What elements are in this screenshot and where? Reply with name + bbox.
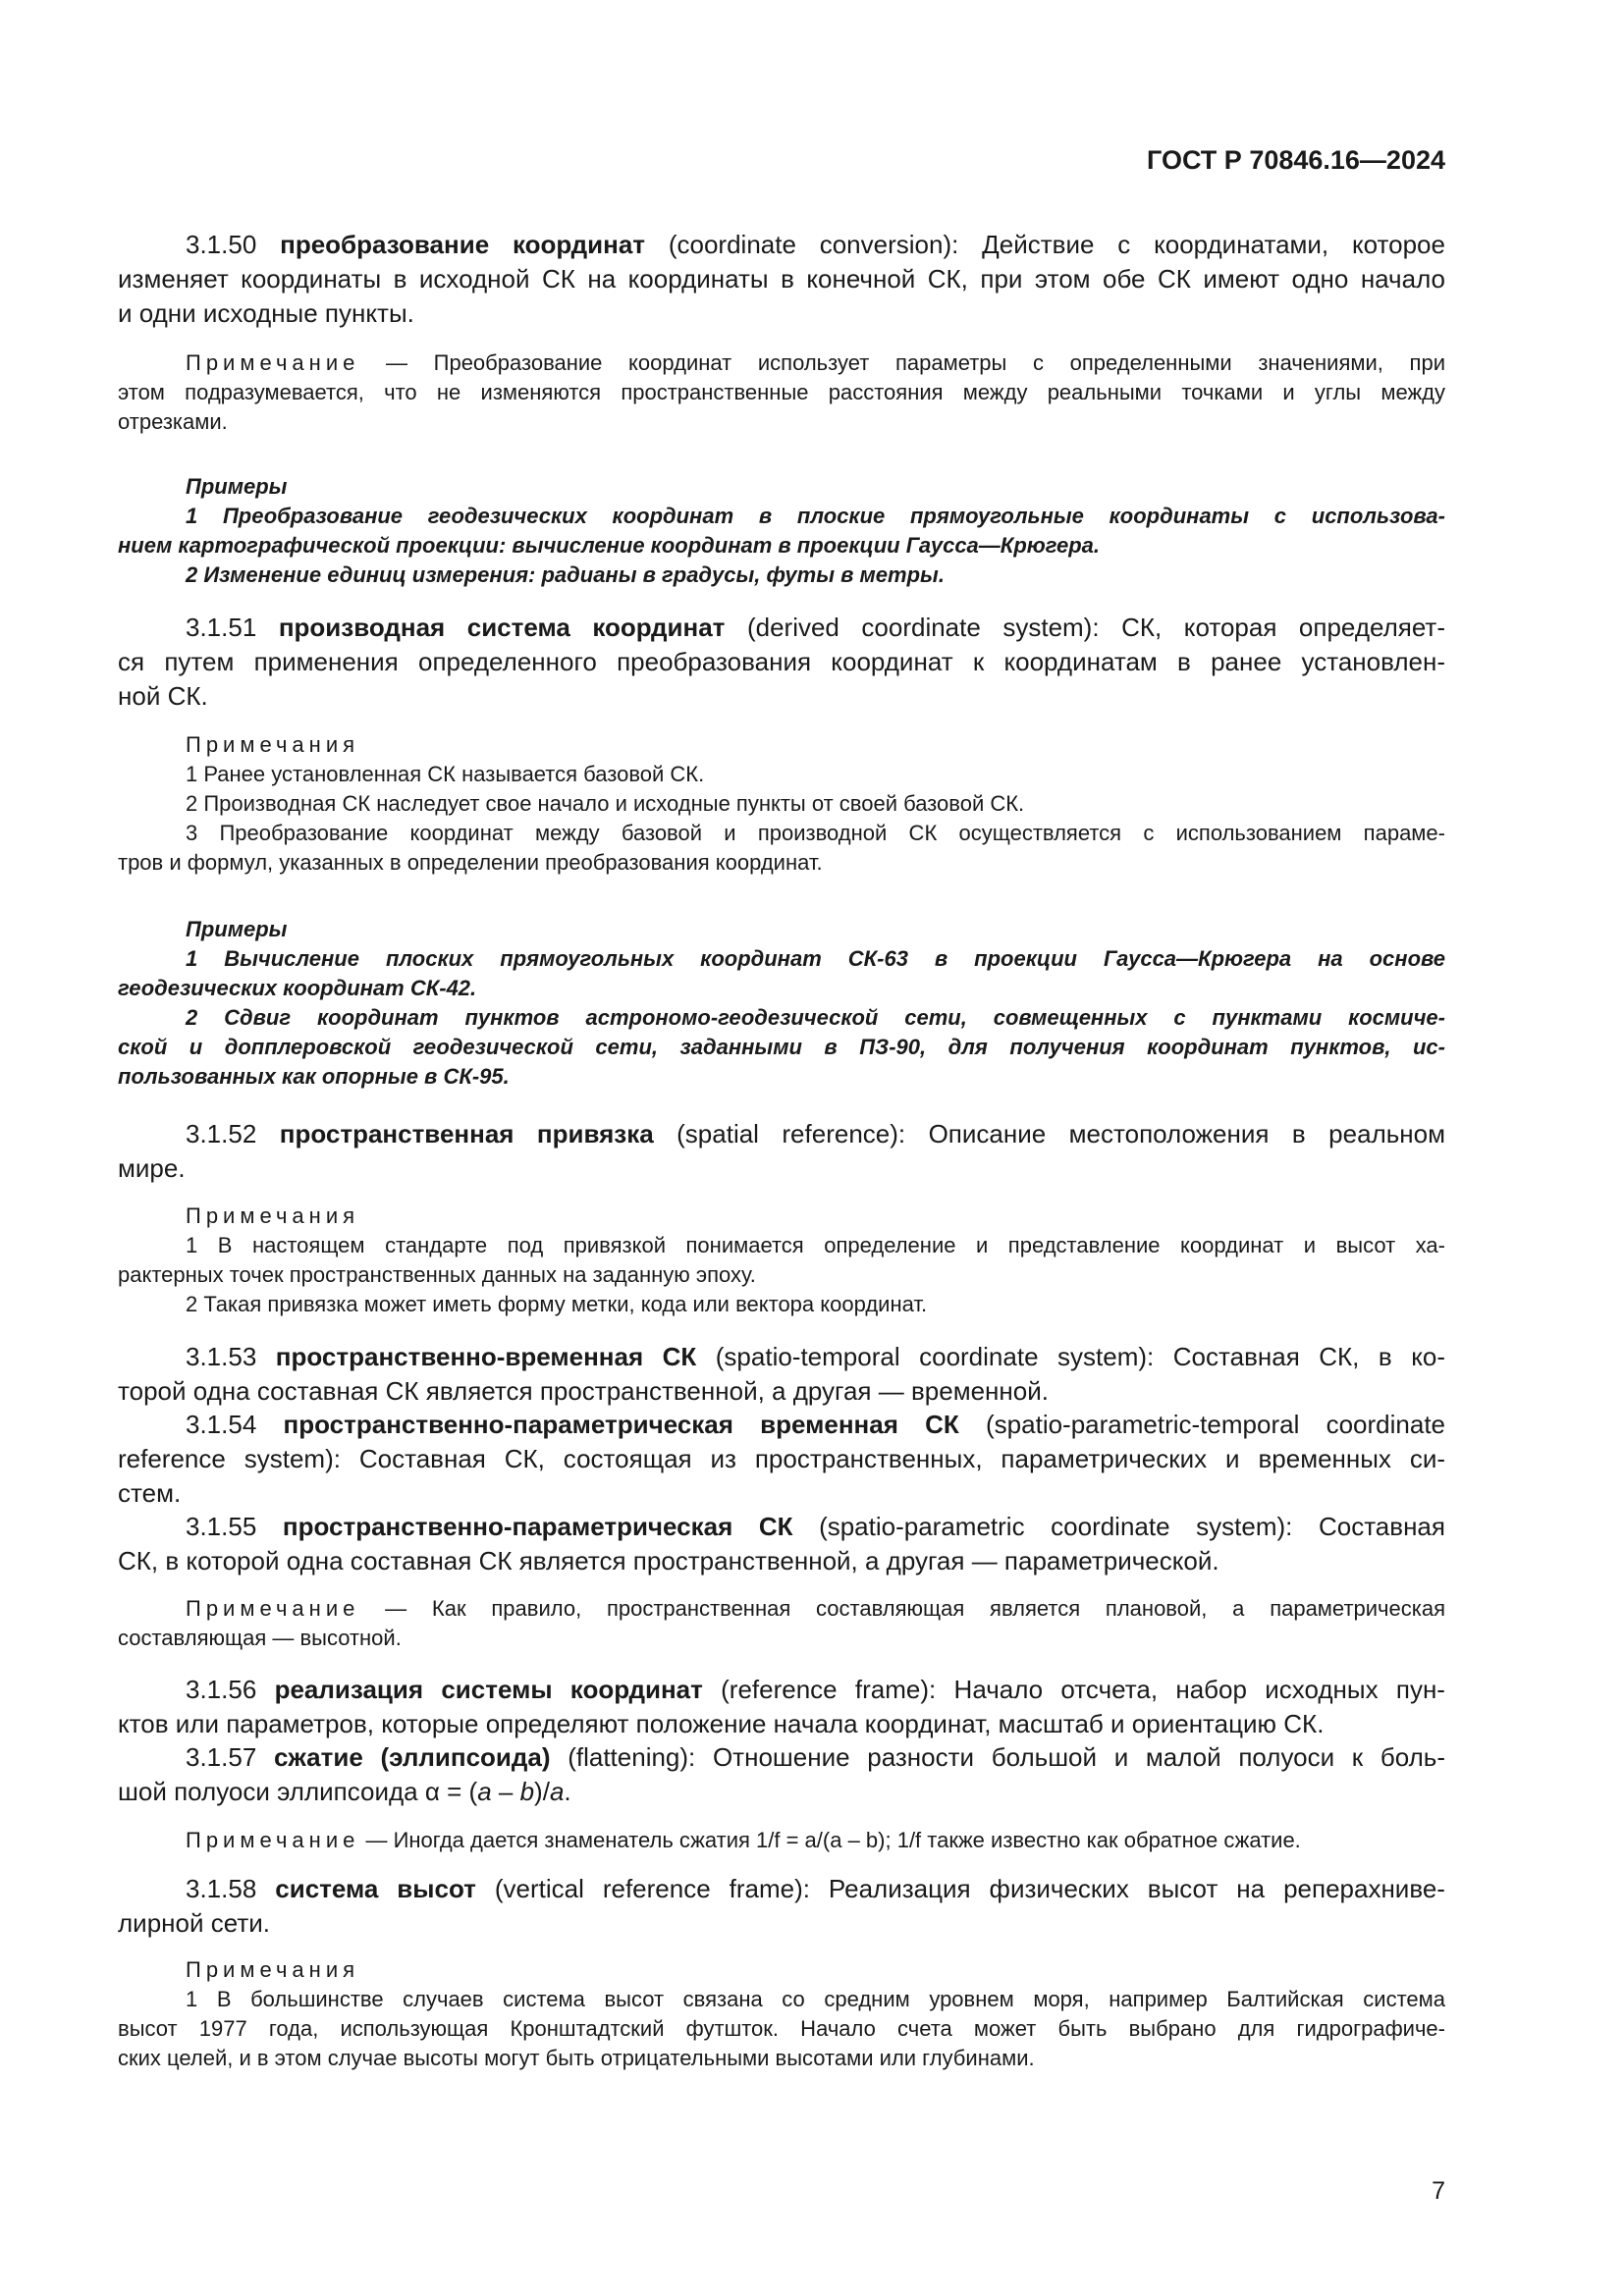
note-text: рактерных точек пространственных данных на заданную эпоху.	[118, 1262, 756, 1287]
entry-term: пространственно-параметрическая СК	[282, 1512, 793, 1541]
entry-text: ктов или параметров, которые определяют положение начала координат, масштаб и ориентацию СК.	[118, 1709, 1325, 1738]
entry-number: 3.1.57	[186, 1742, 257, 1772]
note-text: 1 В настоящем стандарте под привязкой понимается определение и представление координат и высот ха-	[186, 1233, 1445, 1257]
entry-term: производная система координат	[278, 613, 726, 642]
entry-text: торой одна составная СК является пространственной, а другая — временной.	[118, 1376, 1049, 1406]
formula-var-a: a	[549, 1777, 565, 1806]
note-3-1-50	[118, 348, 1445, 437]
example-text: нием картографической проекции: вычисление координат в проекции Гаусса—Крюгера.	[118, 533, 1100, 558]
example-text: ской и допплеровской геодезической сети, заданными в ПЗ-90, для получения координат пунктов, ис-	[118, 1035, 1445, 1059]
entry-3-1-57	[118, 1740, 1445, 1809]
entry-term-en: (spatial reference):	[677, 1119, 906, 1148]
example-text: 1 Вычисление плоских прямоугольных координат СК-63 в проекции Гаусса—Крюгера на основе	[186, 946, 1445, 971]
entry-term: пространственно-параметрическая временная СК	[283, 1410, 959, 1439]
note-text: высот 1977 года, использующая Кронштадтский футшток. Начало счета может быть выбрано для гидрографиче-	[118, 2016, 1445, 2041]
entry-number: 3.1.51	[186, 613, 257, 642]
note-text: ских целей, и в этом случае высоты могут быть отрицательными высотами или глубинами.	[118, 2046, 1035, 2070]
entry-text: СК, которая определяет-	[1121, 613, 1445, 642]
entry-term-en: (spatio-parametric-temporal coordinate	[986, 1410, 1445, 1439]
entry-text: ся путем применения определенного преобразования координат к координатам в ранее установлен-	[118, 647, 1445, 676]
entry-term-en: (derived coordinate system):	[746, 613, 1100, 642]
note-text: отрезками.	[118, 409, 228, 434]
notes-3-1-51	[118, 730, 1445, 878]
example-text: геодезических координат СК-42.	[118, 976, 477, 1000]
note-label: Примечание	[186, 350, 360, 375]
entry-text: и одни исходные пункты.	[118, 298, 414, 328]
entry-term-en: (coordinate conversion):	[668, 230, 959, 259]
examples-label: Примеры	[186, 474, 288, 499]
entry-text: Начало отсчета, набор исходных пун-	[953, 1675, 1445, 1704]
entry-number: 3.1.50	[186, 230, 257, 259]
entry-term: сжатие (эллипсоида)	[273, 1742, 551, 1772]
note-text: 2 Производная СК наследует свое начало и исходные пункты от своей базовой СК.	[186, 791, 1025, 816]
entry-term-en: (spatio-parametric coordinate system):	[819, 1512, 1293, 1541]
entry-text: стем.	[118, 1478, 182, 1508]
note-text: составляющая — высотной.	[118, 1626, 402, 1650]
entry-term: пространственно-временная СК	[275, 1342, 697, 1371]
notes-3-1-52	[118, 1201, 1445, 1319]
example-text: 2 Сдвиг координат пунктов астрономо-геодезической сети, совмещенных с пунктами космиче-	[186, 1005, 1445, 1030]
entry-number: 3.1.54	[186, 1410, 257, 1439]
entry-number: 3.1.55	[186, 1512, 257, 1541]
note-text: — Иногда дается знаменатель сжатия 1/f = a/(a – b); 1/f также известно как обратное сжатие.	[365, 1828, 1301, 1852]
entry-3-1-55	[118, 1510, 1445, 1578]
notes-label: Примечания	[186, 732, 360, 757]
examples-3-1-50	[118, 472, 1445, 590]
entry-term: система высот	[275, 1874, 476, 1903]
document-header: ГОСТ Р 70846.16—2024	[1147, 145, 1445, 175]
note-3-1-55	[118, 1594, 1445, 1653]
formula-end: .	[564, 1777, 571, 1806]
notes-label: Примечания	[186, 1203, 360, 1228]
entry-term: преобразование координат	[280, 230, 646, 259]
entry-text: Описание местоположения в реальном	[928, 1119, 1445, 1148]
entry-3-1-52	[118, 1117, 1445, 1186]
entry-term-en: (flattening):	[568, 1742, 696, 1772]
formula-prefix: шой полуоси эллипсоида α = (	[118, 1777, 478, 1806]
entry-text: Реализация физических высот на реперахниве-	[828, 1874, 1445, 1903]
example-text: пользованных как опорные в СК-95.	[118, 1064, 510, 1089]
example-text: 2 Изменение единиц измерения: радианы в градусы, футы в метры.	[186, 562, 945, 587]
note-text: 2 Такая привязка может иметь форму метки, кода или вектора координат.	[186, 1292, 928, 1316]
entry-text: reference system): Составная СК, состоящая из пространственных, параметрических и временных си-	[118, 1444, 1445, 1473]
page-number: 7	[1432, 2177, 1445, 2205]
note-text: этом подразумевается, что не изменяются пространственные расстояния между реальными точками и углы между	[118, 380, 1445, 404]
formula-var-b: b	[519, 1777, 535, 1806]
entry-term: реализация системы координат	[274, 1675, 703, 1704]
entry-3-1-50	[118, 228, 1445, 331]
note-text: — Как правило, пространственная составляющая является плановой, а параметрическая	[385, 1596, 1445, 1621]
note-label: Примечание	[186, 1828, 360, 1852]
entry-text: Действие с координатами, которое	[982, 230, 1445, 259]
entry-text: СК, в которой одна составная СК является пространственной, а другая — параметрической.	[118, 1546, 1219, 1575]
example-text: 1 Преобразование геодезических координат в плоские прямоугольные координаты с использова-	[186, 504, 1445, 528]
entry-text: Составная СК, в ко-	[1172, 1342, 1445, 1371]
formula-divide: )/	[534, 1777, 550, 1806]
formula-var-a: a	[477, 1777, 492, 1806]
entry-number: 3.1.53	[186, 1342, 257, 1371]
note-3-1-57	[118, 1826, 1445, 1855]
entry-text: Составная	[1318, 1512, 1445, 1541]
note-text: тров и формул, указанных в определении преобразования координат.	[118, 850, 823, 875]
entry-text: мире.	[118, 1153, 186, 1183]
entry-number: 3.1.58	[186, 1874, 257, 1903]
note-text: 1 Ранее установленная СК называется базовой СК.	[186, 762, 705, 786]
examples-3-1-51	[118, 915, 1445, 1092]
entry-3-1-53	[118, 1340, 1445, 1409]
note-text: — Преобразование координат использует параметры с определенными значениями, при	[386, 350, 1445, 375]
note-text: 3 Преобразование координат между базовой и производной СК осуществляется с использованием параме-	[186, 821, 1445, 845]
examples-label: Примеры	[186, 917, 288, 941]
entry-text: Отношение разности большой и малой полуоси к боль-	[712, 1742, 1445, 1772]
entry-text: лирной сети.	[118, 1908, 270, 1938]
entry-3-1-56	[118, 1673, 1445, 1741]
entry-term: пространственная привязка	[279, 1119, 654, 1148]
formula-minus: –	[491, 1777, 520, 1806]
entry-text: ной СК.	[118, 681, 208, 711]
entry-text-formula	[118, 1775, 1445, 1809]
entry-number: 3.1.56	[186, 1675, 257, 1704]
entry-term-en: (vertical reference frame):	[494, 1874, 810, 1903]
entry-3-1-51	[118, 611, 1445, 714]
notes-label: Примечания	[186, 1957, 360, 1982]
entry-term-en: (reference frame):	[721, 1675, 937, 1704]
notes-3-1-58	[118, 1955, 1445, 2073]
entry-term-en: (spatio-temporal coordinate system):	[715, 1342, 1155, 1371]
entry-text: изменяет координаты в исходной СК на координаты в конечной СК, при этом обе СК имеют одно начало	[118, 264, 1445, 294]
note-label: Примечание	[186, 1596, 360, 1621]
entry-number: 3.1.52	[186, 1119, 257, 1148]
entry-3-1-58	[118, 1872, 1445, 1941]
entry-3-1-54	[118, 1408, 1445, 1511]
note-text: 1 В большинстве случаев система высот связана со средним уровнем моря, например Балтийская система	[186, 1987, 1445, 2011]
